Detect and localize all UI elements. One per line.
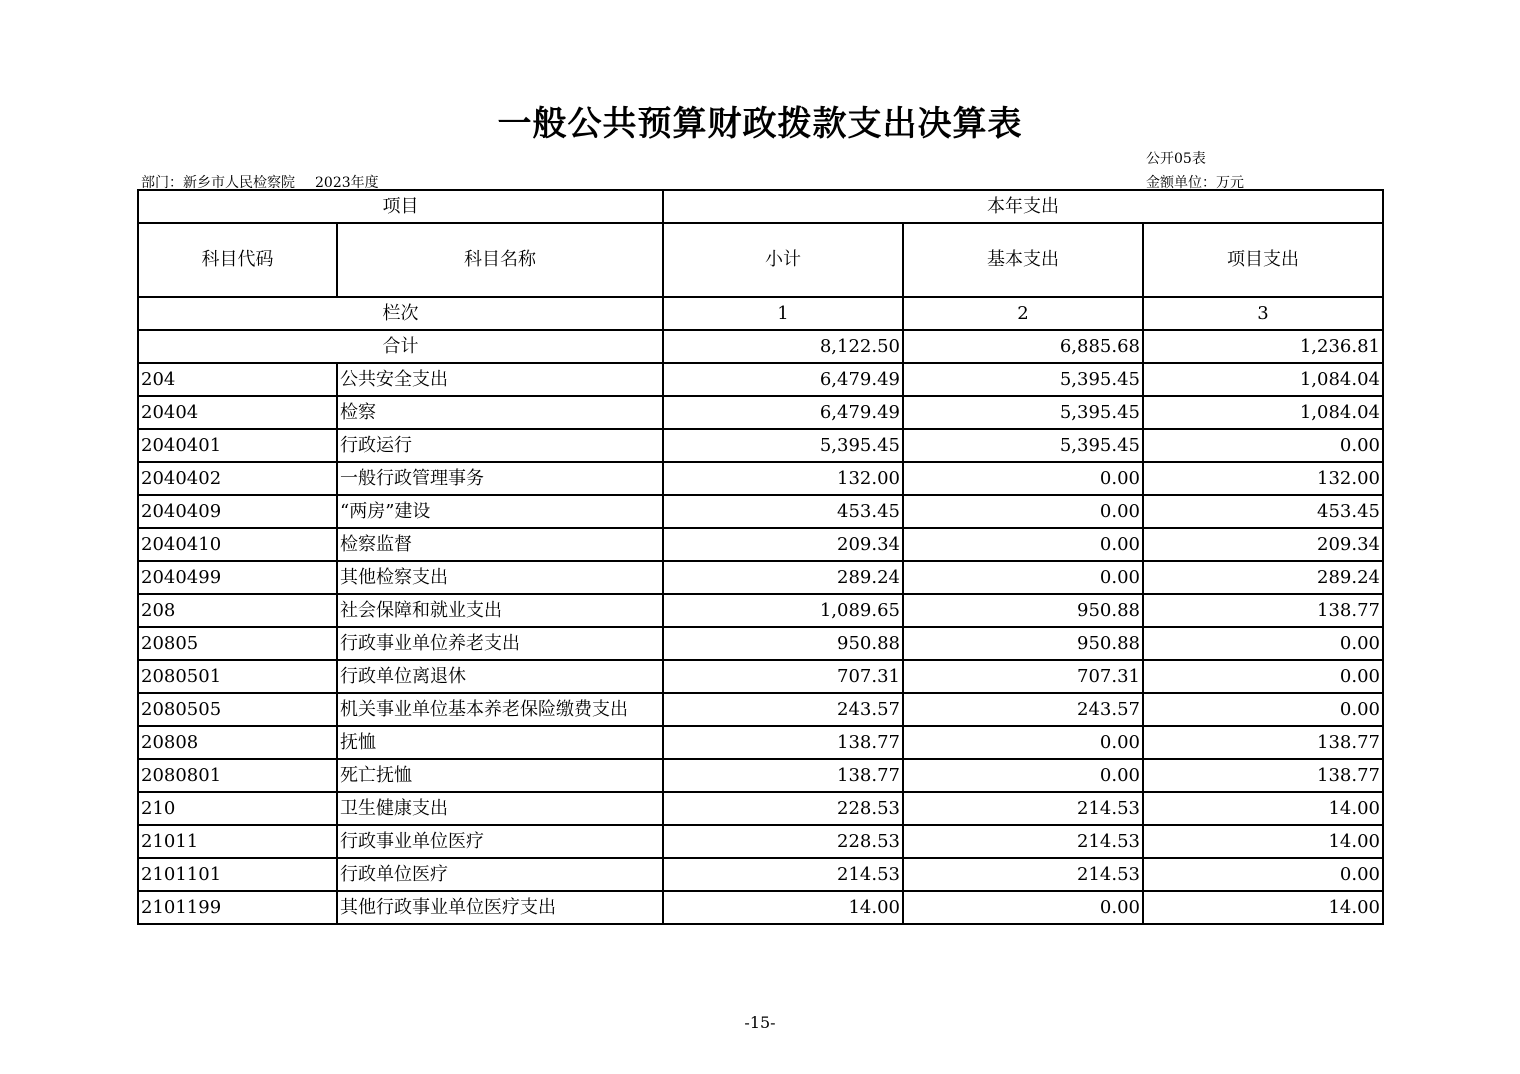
page-number: -15- — [744, 1013, 776, 1032]
subtotal-cell: 138.77 — [663, 759, 903, 792]
table-row — [138, 693, 1383, 726]
total-row — [138, 330, 1383, 363]
subject-name-cell: “两房”建设 — [337, 495, 663, 528]
basic-expense-cell: 0.00 — [903, 495, 1143, 528]
subject-code-cell: 2040402 — [138, 462, 337, 495]
subject-code-cell: 20808 — [138, 726, 337, 759]
basic-expense-cell: 0.00 — [903, 528, 1143, 561]
subtotal-cell: 209.34 — [663, 528, 903, 561]
table-row — [138, 627, 1383, 660]
project-expense-cell: 0.00 — [1143, 429, 1383, 462]
subject-name-cell: 抚恤 — [337, 726, 663, 759]
subject-code-cell: 2080505 — [138, 693, 337, 726]
basic-expense-cell: 0.00 — [903, 726, 1143, 759]
subtotal-cell: 289.24 — [663, 561, 903, 594]
project-expense-cell: 138.77 — [1143, 759, 1383, 792]
basic-expense-cell: 0.00 — [903, 561, 1143, 594]
table-row — [138, 792, 1383, 825]
basic-expense-cell: 707.31 — [903, 660, 1143, 693]
total-basic: 6,885.68 — [903, 330, 1143, 363]
form-number: 公开05表 — [1146, 151, 1206, 167]
project-expense-cell: 209.34 — [1143, 528, 1383, 561]
subtotal-cell: 1,089.65 — [663, 594, 903, 627]
header-project-expense: 项目支出 — [1143, 223, 1383, 297]
total-subtotal: 8,122.50 — [663, 330, 903, 363]
basic-expense-cell: 5,395.45 — [903, 396, 1143, 429]
subject-code-cell: 208 — [138, 594, 337, 627]
subtotal-cell: 132.00 — [663, 462, 903, 495]
project-expense-cell: 0.00 — [1143, 627, 1383, 660]
total-project: 1,236.81 — [1143, 330, 1383, 363]
project-expense-cell: 138.77 — [1143, 594, 1383, 627]
total-label: 合计 — [138, 330, 663, 363]
project-expense-cell: 14.00 — [1143, 792, 1383, 825]
project-expense-cell: 453.45 — [1143, 495, 1383, 528]
table-row — [138, 396, 1383, 429]
budget-table — [137, 189, 1384, 925]
subtotal-cell: 228.53 — [663, 792, 903, 825]
subject-code-cell: 2040410 — [138, 528, 337, 561]
subject-name-cell: 一般行政管理事务 — [337, 462, 663, 495]
project-expense-cell: 14.00 — [1143, 825, 1383, 858]
header-row-2 — [138, 223, 1383, 297]
column-index-row — [138, 297, 1383, 330]
table-row — [138, 858, 1383, 891]
header-name: 科目名称 — [337, 223, 663, 297]
subtotal-cell: 214.53 — [663, 858, 903, 891]
basic-expense-cell: 0.00 — [903, 759, 1143, 792]
basic-expense-cell: 0.00 — [903, 891, 1143, 924]
fiscal-year: 2023年度 — [315, 175, 379, 191]
project-expense-cell: 138.77 — [1143, 726, 1383, 759]
header-subtotal: 小计 — [663, 223, 903, 297]
table-row — [138, 891, 1383, 924]
column-index-label: 栏次 — [138, 297, 663, 330]
table-row — [138, 759, 1383, 792]
project-expense-cell: 0.00 — [1143, 693, 1383, 726]
column-index-1: 1 — [663, 297, 903, 330]
table-row — [138, 429, 1383, 462]
subtotal-cell: 138.77 — [663, 726, 903, 759]
table-row — [138, 726, 1383, 759]
subject-name-cell: 行政单位医疗 — [337, 858, 663, 891]
department-name: 部门：新乡市人民检察院 — [141, 175, 295, 191]
subject-name-cell: 行政事业单位医疗 — [337, 825, 663, 858]
header-code: 科目代码 — [138, 223, 337, 297]
column-index-3: 3 — [1143, 297, 1383, 330]
subject-name-cell: 行政事业单位养老支出 — [337, 627, 663, 660]
budget-table-body — [138, 190, 1383, 924]
subject-name-cell: 死亡抚恤 — [337, 759, 663, 792]
basic-expense-cell: 214.53 — [903, 825, 1143, 858]
subtotal-cell: 707.31 — [663, 660, 903, 693]
subject-name-cell: 其他检察支出 — [337, 561, 663, 594]
table-row — [138, 462, 1383, 495]
subject-code-cell: 2040499 — [138, 561, 337, 594]
subject-code-cell: 2101199 — [138, 891, 337, 924]
subject-code-cell: 210 — [138, 792, 337, 825]
subject-code-cell: 204 — [138, 363, 337, 396]
project-expense-cell: 1,084.04 — [1143, 396, 1383, 429]
header-current-year: 本年支出 — [663, 190, 1383, 223]
subject-code-cell: 20404 — [138, 396, 337, 429]
project-expense-cell: 289.24 — [1143, 561, 1383, 594]
subject-name-cell: 社会保障和就业支出 — [337, 594, 663, 627]
project-expense-cell: 132.00 — [1143, 462, 1383, 495]
amount-unit: 金额单位：万元 — [1146, 175, 1244, 191]
basic-expense-cell: 0.00 — [903, 462, 1143, 495]
basic-expense-cell: 214.53 — [903, 792, 1143, 825]
subject-name-cell: 机关事业单位基本养老保险缴费支出 — [337, 693, 663, 726]
table-row — [138, 594, 1383, 627]
table-row — [138, 561, 1383, 594]
subject-code-cell: 2040401 — [138, 429, 337, 462]
project-expense-cell: 0.00 — [1143, 858, 1383, 891]
basic-expense-cell: 950.88 — [903, 594, 1143, 627]
basic-expense-cell: 214.53 — [903, 858, 1143, 891]
header-project: 项目 — [138, 190, 663, 223]
subject-name-cell: 检察 — [337, 396, 663, 429]
subject-name-cell: 卫生健康支出 — [337, 792, 663, 825]
subtotal-cell: 453.45 — [663, 495, 903, 528]
project-expense-cell: 0.00 — [1143, 660, 1383, 693]
subject-code-cell: 21011 — [138, 825, 337, 858]
subject-code-cell: 2101101 — [138, 858, 337, 891]
subtotal-cell: 5,395.45 — [663, 429, 903, 462]
subtotal-cell: 950.88 — [663, 627, 903, 660]
subject-code-cell: 2080501 — [138, 660, 337, 693]
subject-name-cell: 检察监督 — [337, 528, 663, 561]
subtotal-cell: 243.57 — [663, 693, 903, 726]
column-index-2: 2 — [903, 297, 1143, 330]
page-title: 一般公共预算财政拨款支出决算表 — [497, 104, 1023, 144]
project-expense-cell: 14.00 — [1143, 891, 1383, 924]
subject-code-cell: 2080801 — [138, 759, 337, 792]
subtotal-cell: 14.00 — [663, 891, 903, 924]
subject-code-cell: 2040409 — [138, 495, 337, 528]
basic-expense-cell: 950.88 — [903, 627, 1143, 660]
subtotal-cell: 6,479.49 — [663, 363, 903, 396]
subject-name-cell: 公共安全支出 — [337, 363, 663, 396]
project-expense-cell: 1,084.04 — [1143, 363, 1383, 396]
subtotal-cell: 6,479.49 — [663, 396, 903, 429]
table-row — [138, 528, 1383, 561]
table-row — [138, 495, 1383, 528]
table-row — [138, 660, 1383, 693]
table-row — [138, 363, 1383, 396]
header-row-1 — [138, 190, 1383, 223]
basic-expense-cell: 243.57 — [903, 693, 1143, 726]
subject-code-cell: 20805 — [138, 627, 337, 660]
table-row — [138, 825, 1383, 858]
subject-name-cell: 行政运行 — [337, 429, 663, 462]
subject-name-cell: 行政单位离退休 — [337, 660, 663, 693]
header-basic: 基本支出 — [903, 223, 1143, 297]
basic-expense-cell: 5,395.45 — [903, 363, 1143, 396]
subject-name-cell: 其他行政事业单位医疗支出 — [337, 891, 663, 924]
subtotal-cell: 228.53 — [663, 825, 903, 858]
basic-expense-cell: 5,395.45 — [903, 429, 1143, 462]
